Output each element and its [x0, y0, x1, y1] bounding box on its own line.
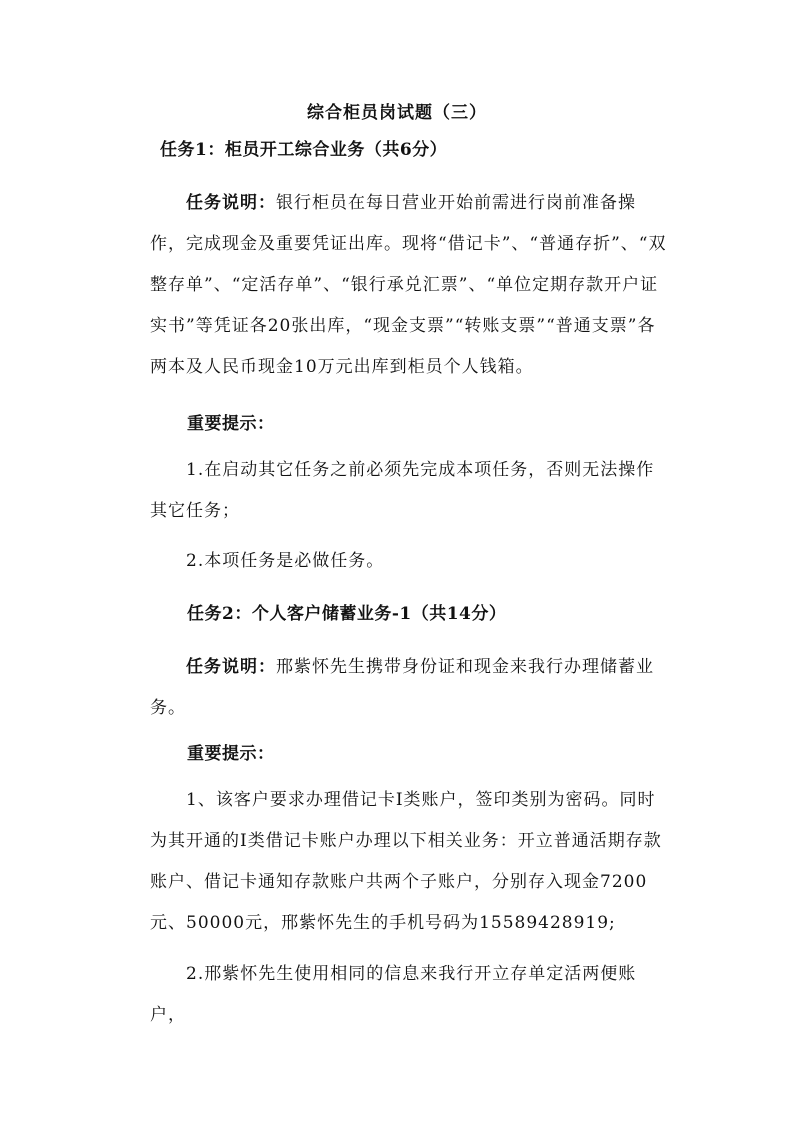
task1-heading: 任务1：柜员开工综合业务（共6分）: [160, 140, 448, 160]
task1-description-label: 任务说明：: [186, 193, 276, 213]
task1-tip-2: 2.本项任务是必做任务。: [186, 551, 385, 571]
task2-description-text: 邢紫怀先生携带身份证和现金来我行办理储蓄业务。: [150, 657, 654, 718]
task2-description: [150, 647, 670, 729]
task2-tips-label: 重要提示：: [187, 744, 275, 764]
task2-tip-2: 2.邢紫怀先生使用相同的信息来我行开立存单定活两便账户，: [150, 964, 637, 1025]
task1-tips-label: 重要提示：: [187, 414, 275, 434]
task2-description-label: 任务说明：: [186, 657, 276, 677]
task2-heading: 任务2：个人客户储蓄业务-1（共14分）: [187, 604, 507, 624]
task2-tip-1: 1、该客户要求办理借记卡Ⅰ类账户，签印类别为密码。同时为其开通的Ⅰ类借记卡账户办理以下相关业务：开立普通活期存款账户、借记卡通知存款账户共两个子账户，分别存入现金7200元、50000元，邢紫怀先生的手机号码为15589428919;: [150, 790, 662, 933]
task1-description-text: 银行柜员在每日营业开始前需进行岗前准备操作，完成现金及重要凭证出库。现将“借记卡”、“普通存折”、“双整存单”、“定活存单”、“银行承兑汇票”、“单位定期存款开户证实书”等凭证各20张出库，“现金支票”“转账支票”“普通支票”各两本及人民币现金10万元出库到柜员个人钱箱。: [150, 193, 667, 377]
task1-description: [150, 183, 670, 388]
task1-tip-1: 1.在启动其它任务之前必须先完成本项任务，否则无法操作其它任务；: [150, 460, 655, 521]
page-title: 综合柜员岗试题（三）: [307, 103, 487, 123]
